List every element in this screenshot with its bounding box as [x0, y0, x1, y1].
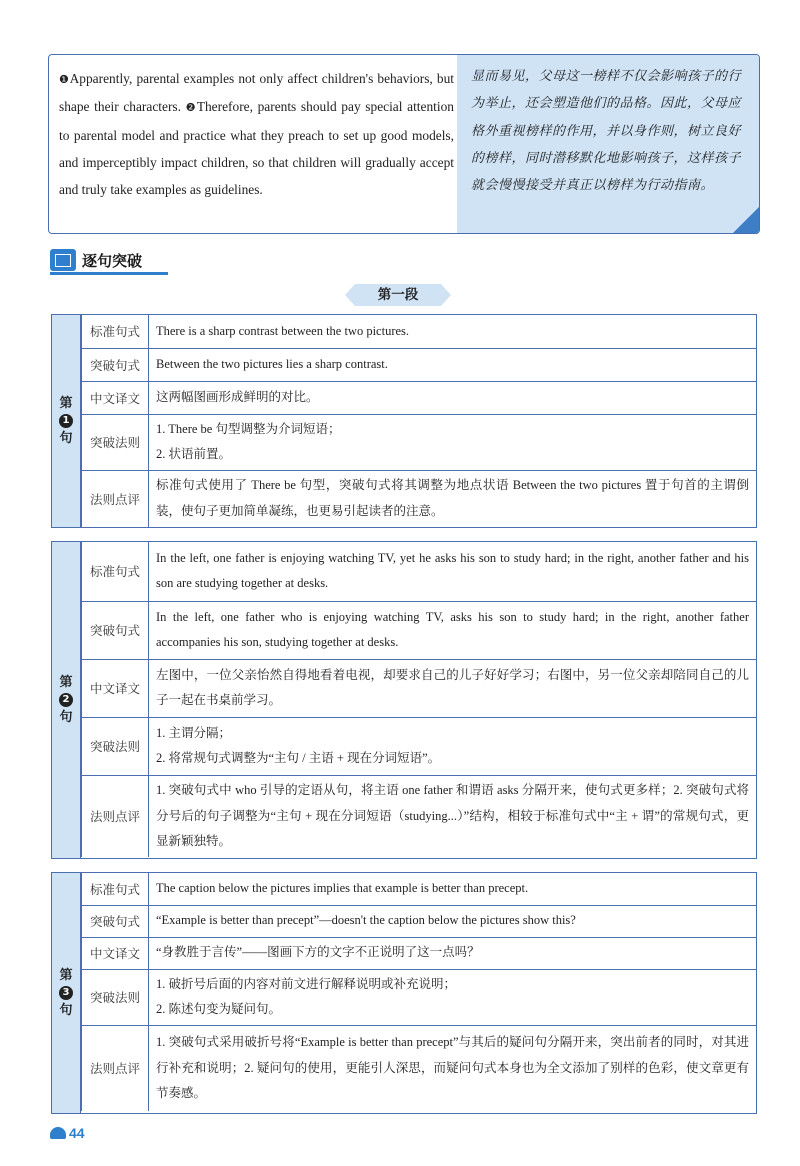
- row-text: Between the two pictures lies a sharp contrast.: [149, 348, 757, 381]
- row-text: 标准句式使用了 There be 句型，突破句式将其调整为地点状语 Between the two pictures 置于句首的主谓倒装，使句子更加简单凝练，也更易引起读者的注意。: [149, 470, 757, 527]
- intro-english-text-2: Therefore, parents should pay special attention to parental model and practice what they preach to set up good models, and imperceptibly impact children, so that children will gradually accept and truly take examples as guidelines.: [59, 99, 454, 198]
- sentence-block-2: [51, 541, 757, 859]
- row-text: 这两幅图画形成鲜明的对比。: [149, 381, 757, 414]
- row-label: 中文译文: [82, 937, 149, 969]
- section-underline: [50, 272, 168, 275]
- row-text: [149, 969, 757, 1025]
- intro-english-text-1: Apparently, parental examples not only affect children's behaviors, but shape their characters.: [59, 71, 454, 115]
- row-label: 突破句式: [82, 348, 149, 381]
- side-label-bottom: 句: [59, 431, 73, 446]
- intro-box: [48, 54, 760, 234]
- row-text: “Example is better than precept”—doesn't the caption below the pictures show this?: [149, 905, 757, 937]
- page-number: 44: [69, 1125, 85, 1141]
- sentence-number-label: [52, 542, 81, 858]
- paragraph-label: 第一段: [355, 284, 441, 306]
- row-text: There is a sharp contrast between the two pictures.: [149, 315, 757, 348]
- rule-line-1: 1. 破折号后面的内容对前文进行解释说明或补充说明；: [156, 976, 457, 991]
- intro-english: [59, 65, 454, 203]
- table-row: [82, 717, 757, 775]
- rule-line-2: 2. 陈述句变为疑问句。: [156, 1002, 282, 1016]
- sentence-block-3: [51, 872, 757, 1114]
- rule-line-2: 2. 状语前置。: [156, 447, 232, 461]
- side-number: 2: [59, 693, 73, 707]
- row-label: 法则点评: [82, 775, 149, 857]
- rule-line-1: 1. 主谓分隔；: [156, 725, 232, 740]
- rule-line-1: 1. There be 句型调整为介词短语；: [156, 421, 341, 436]
- row-label: 突破句式: [82, 905, 149, 937]
- row-text: 左图中，一位父亲怡然自得地看着电视，却要求自己的儿子好好学习；右图中，另一位父亲却陪同自己的儿子一起在书桌前学习。: [149, 659, 757, 717]
- row-label: 中文译文: [82, 381, 149, 414]
- sentence-block-1: [51, 314, 757, 528]
- table-row: [82, 937, 757, 969]
- marker-1: ❶: [59, 73, 70, 86]
- row-label: 突破句式: [82, 601, 149, 659]
- row-text: The caption below the pictures implies that example is better than precept.: [149, 873, 757, 905]
- row-label: 标准句式: [82, 873, 149, 905]
- side-label-bottom: 句: [59, 710, 73, 725]
- table-row: [82, 414, 757, 470]
- table-row: [82, 1025, 757, 1111]
- table-row: [82, 873, 757, 905]
- section-heading: [50, 248, 165, 272]
- row-label: 标准句式: [82, 542, 149, 601]
- row-label: 标准句式: [82, 315, 149, 348]
- row-text: 1. 突破句式采用破折号将“Example is better than precept”与其后的疑问句分隔开来，突出前者的同时，对其进行补充和说明；2. 疑问句的使用，更能引人深思，而疑问句式本身也为全文添加了别样的色彩，使文章更有节奏感。: [149, 1025, 757, 1111]
- sentence-table: [81, 315, 756, 527]
- page-corner-icon: [733, 207, 759, 233]
- book-icon: [50, 249, 76, 271]
- row-text: In the left, one father who is enjoying watching TV, asks his son to study hard; in the right, another father accompanies his son, studying together at desks.: [149, 601, 757, 659]
- row-text: 1. 突破句式中 who 引导的定语从句，将主语 one father 和谓语 asks 分隔开来，使句式更多样；2. 突破句式将分号后的句子调整为“主句 + 现在分词短语（studying...）”结构，相较于标准句式中“主 + 谓”的常规句式，更显新颖独特。: [149, 775, 757, 857]
- table-row: [82, 601, 757, 659]
- side-number: 3: [59, 986, 73, 1000]
- side-number: 1: [59, 414, 73, 428]
- intro-chinese: 显而易见，父母这一榜样不仅会影响孩子的行为举止，还会塑造他们的品格。因此，父母应格外重视榜样的作用，并以身作则，树立良好的榜样，同时潜移默化地影响孩子，这样孩子就会慢慢接受并真正以榜样为行动指南。: [457, 55, 759, 233]
- sentence-number-label: [52, 873, 81, 1113]
- side-label-top: 第: [59, 968, 73, 983]
- side-label-top: 第: [59, 675, 73, 690]
- row-text: [149, 717, 757, 775]
- mortarboard-icon: [50, 1127, 66, 1139]
- row-label: 突破法则: [82, 414, 149, 470]
- table-row: [82, 659, 757, 717]
- row-text: “身教胜于言传”——图画下方的文字不正说明了这一点吗？: [149, 937, 757, 969]
- row-label: 法则点评: [82, 470, 149, 527]
- table-row: [82, 315, 757, 348]
- side-label-bottom: 句: [59, 1003, 73, 1018]
- page-footer: [50, 1124, 85, 1142]
- table-row: [82, 969, 757, 1025]
- table-row: [82, 775, 757, 857]
- sentence-number-label: [52, 315, 81, 527]
- row-label: 法则点评: [82, 1025, 149, 1111]
- table-row: [82, 542, 757, 601]
- sentence-table: [81, 873, 756, 1111]
- row-text: In the left, one father is enjoying watching TV, yet he asks his son to study hard; in the right, another father and his son are studying together at desks.: [149, 542, 757, 601]
- marker-2: ❷: [185, 101, 197, 115]
- table-row: [82, 348, 757, 381]
- section-title: 逐句突破: [82, 252, 143, 270]
- row-text: [149, 414, 757, 470]
- row-label: 中文译文: [82, 659, 149, 717]
- sentence-table: [81, 542, 756, 857]
- rule-line-2: 2. 将常规句式调整为“主句 / 主语 + 现在分词短语”。: [156, 751, 441, 765]
- row-label: 突破法则: [82, 969, 149, 1025]
- side-label-top: 第: [59, 396, 73, 411]
- table-row: [82, 470, 757, 527]
- table-row: [82, 381, 757, 414]
- row-label: 突破法则: [82, 717, 149, 775]
- table-row: [82, 905, 757, 937]
